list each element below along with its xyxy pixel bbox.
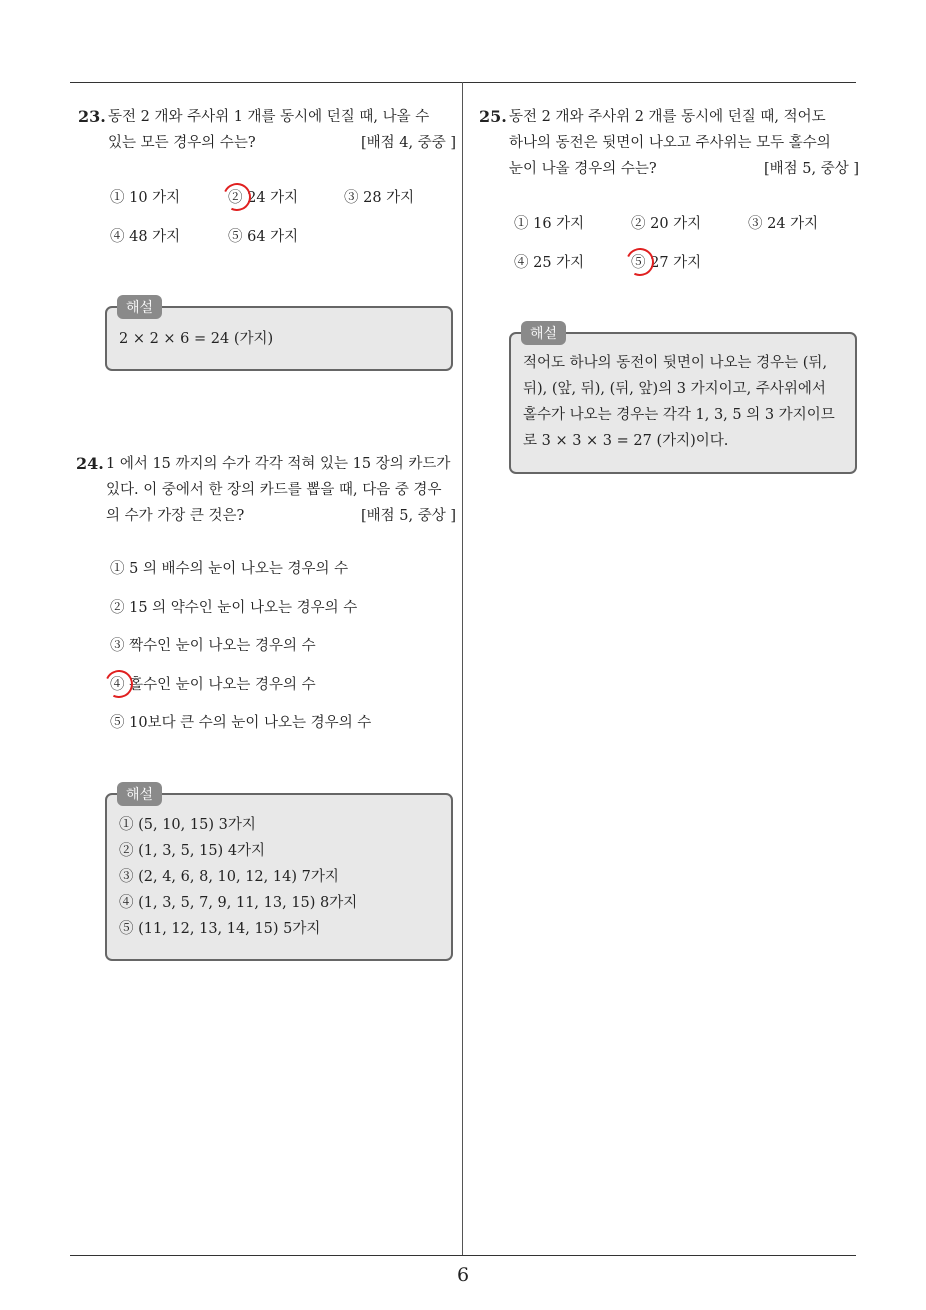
solution-line: ② (1, 3, 5, 15) 4가지 <box>119 843 266 859</box>
bottom-rule <box>70 1255 856 1256</box>
option-4-marked[interactable]: ④ 홀수인 눈이 나오는 경우의 수 <box>110 673 316 694</box>
option-4[interactable]: ④ 25 가지 <box>514 255 585 271</box>
question-text-line: 동전 2 개와 주사위 2 개를 동시에 던질 때, 적어도 <box>509 109 826 125</box>
column-divider <box>462 82 463 1255</box>
solution-line: 2 × 2 × 6 = 24 (가지) <box>119 331 274 347</box>
option-1[interactable]: ① 5 의 배수의 눈이 나오는 경우의 수 <box>110 561 349 577</box>
question-text-line: 있는 모든 경우의 수는? [배점 4, 중중 ] <box>108 130 456 156</box>
option-3[interactable]: ③ 28 가지 <box>344 190 415 206</box>
answer-mark-circle <box>101 666 137 702</box>
option-5[interactable]: ⑤ 64 가지 <box>228 229 299 245</box>
question-text-line: 의 수가 가장 큰 것은? [배점 5, 중상 ] <box>106 503 456 529</box>
question-24 <box>76 451 456 529</box>
solution-line: ⑤ (11, 12, 13, 14, 15) 5가지 <box>119 921 321 937</box>
solution-box-23 <box>105 300 453 371</box>
option-5[interactable]: ⑤ 10보다 큰 수의 눈이 나오는 경우의 수 <box>110 715 372 731</box>
solution-line: 로 3 × 3 × 3 = 27 (가지)이다. <box>523 433 729 449</box>
option-3[interactable]: ③ 24 가지 <box>748 216 819 232</box>
question-number: 24. <box>76 454 104 473</box>
solution-box-24 <box>105 787 453 961</box>
option-1[interactable]: ① 10 가지 <box>110 190 181 206</box>
question-number: 23. <box>78 107 106 126</box>
score-meta: [배점 5, 중상 ] <box>763 161 859 177</box>
option-2[interactable]: ② 15 의 약수인 눈이 나오는 경우의 수 <box>110 600 358 616</box>
top-rule <box>70 82 856 83</box>
option-2[interactable]: ② 20 가지 <box>631 216 702 232</box>
solution-line: 홀수가 나오는 경우는 각각 1, 3, 5 의 3 가지이므 <box>523 407 835 423</box>
question-text-line: 1 에서 15 까지의 수가 각각 적혀 있는 15 장의 카드가 <box>106 456 451 472</box>
question-text-line: 하나의 동전은 뒷면이 나오고 주사위는 모두 홀수의 <box>509 135 831 151</box>
solution-line: ③ (2, 4, 6, 8, 10, 12, 14) 7가지 <box>119 869 339 885</box>
score-meta: [배점 4, 중중 ] <box>360 135 456 151</box>
score-meta: [배점 5, 중상 ] <box>360 508 456 524</box>
question-text-line: 있다. 이 중에서 한 장의 카드를 뽑을 때, 다음 중 경우 <box>106 482 442 498</box>
page-number: 6 <box>456 1264 470 1286</box>
answer-mark-circle <box>219 179 255 215</box>
answer-mark-circle <box>622 244 658 280</box>
question-25 <box>479 104 859 182</box>
option-4[interactable]: ④ 48 가지 <box>110 229 181 245</box>
solution-box-25 <box>509 326 857 474</box>
solution-line: 적어도 하나의 동전이 뒷면이 나오는 경우는 (뒤, <box>523 355 828 371</box>
option-5-marked[interactable]: ⑤ 27 가지 <box>631 251 701 272</box>
option-2-marked[interactable]: ② 24 가지 <box>228 186 298 207</box>
question-text-line: 동전 2 개와 주사위 1 개를 동시에 던질 때, 나올 수 <box>108 109 430 125</box>
solution-line: ① (5, 10, 15) 3가지 <box>119 817 256 833</box>
solution-tag: 해설 <box>117 782 162 806</box>
question-number: 25. <box>479 107 507 126</box>
solution-tag: 해설 <box>117 295 162 319</box>
solution-tag: 해설 <box>521 321 566 345</box>
option-3[interactable]: ③ 짝수인 눈이 나오는 경우의 수 <box>110 638 316 654</box>
solution-line: ④ (1, 3, 5, 7, 9, 11, 13, 15) 8가지 <box>119 895 358 911</box>
solution-line: 뒤), (앞, 뒤), (뒤, 앞)의 3 가지이고, 주사위에서 <box>523 381 826 397</box>
question-23 <box>78 104 456 156</box>
question-text-line: 눈이 나올 경우의 수는? [배점 5, 중상 ] <box>509 156 859 182</box>
option-1[interactable]: ① 16 가지 <box>514 216 585 232</box>
